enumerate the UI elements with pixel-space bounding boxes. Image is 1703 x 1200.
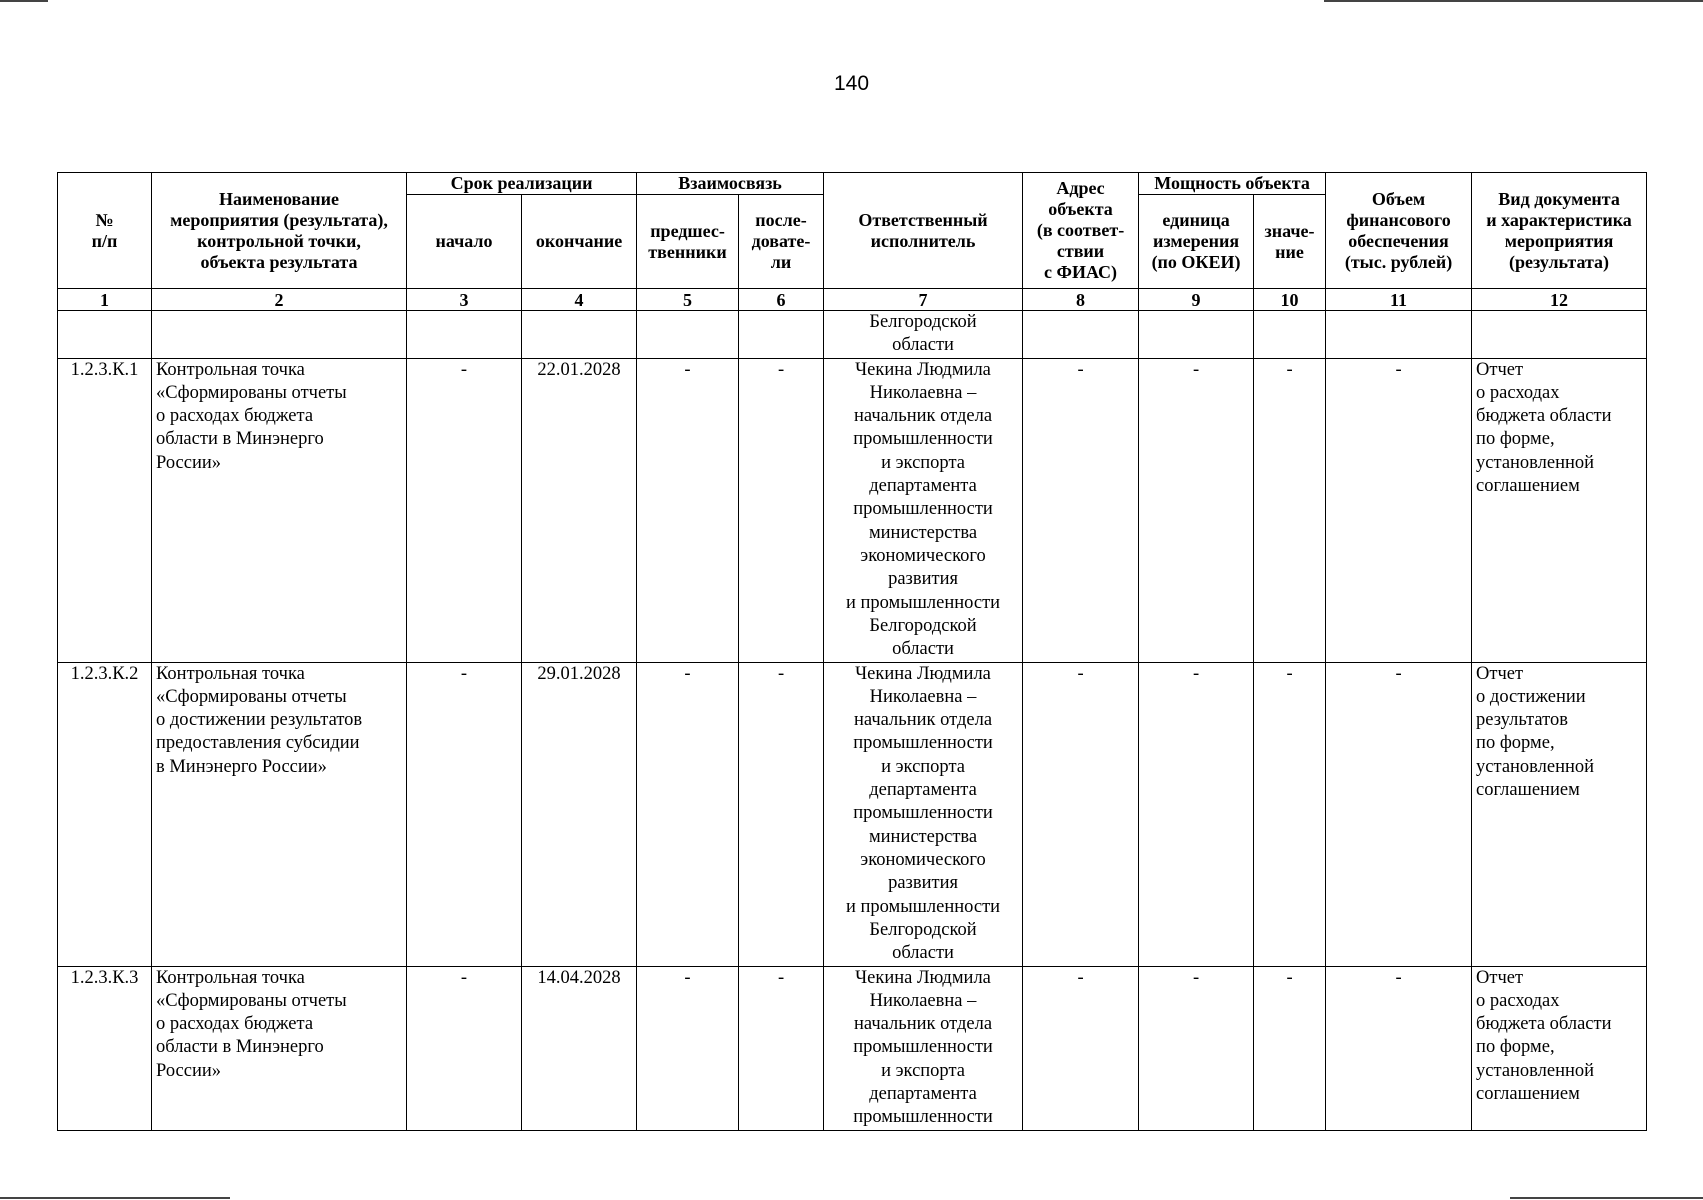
events-table bbox=[57, 172, 1647, 1131]
header-group-capacity: Мощность объекта bbox=[1139, 173, 1326, 195]
cell-document bbox=[1472, 662, 1647, 966]
scan-edge-bottom-right bbox=[1510, 1197, 1703, 1199]
cell-executor bbox=[824, 662, 1023, 966]
column-number: 10 bbox=[1254, 289, 1326, 311]
header-successors bbox=[739, 195, 824, 289]
cell-address: - bbox=[1023, 966, 1139, 1130]
text-line: обеспечения bbox=[1348, 230, 1449, 251]
text-line: единица bbox=[1162, 210, 1230, 230]
cell-successors: - bbox=[739, 662, 824, 966]
cell-id: 1.2.3.К.2 bbox=[58, 662, 152, 966]
text-line: Николаевна – bbox=[869, 990, 977, 1011]
text-line: Вид документа bbox=[1498, 188, 1620, 209]
cell-empty bbox=[58, 311, 152, 359]
text-line: департамента bbox=[869, 1084, 977, 1105]
text-line: и промышленности bbox=[845, 896, 1001, 917]
scan-edge-top-left bbox=[0, 0, 48, 2]
cell-value: - bbox=[1254, 358, 1326, 662]
text-line: по форме, bbox=[1476, 733, 1555, 754]
text-line: Контрольная точка bbox=[156, 967, 305, 988]
text-line: промышленности bbox=[853, 1107, 993, 1128]
cell-empty bbox=[1254, 311, 1326, 359]
text-line: области bbox=[892, 335, 954, 356]
text-line: финансового bbox=[1346, 209, 1451, 230]
text-line: бюджета области bbox=[1476, 1014, 1612, 1035]
page-number: 140 bbox=[833, 72, 870, 95]
text-line: Наименование bbox=[219, 188, 339, 209]
text-line: п/п bbox=[91, 230, 118, 251]
text-line: «Сформированы отчеты bbox=[156, 382, 347, 403]
cell-id: 1.2.3.К.1 bbox=[58, 358, 152, 662]
cell-executor bbox=[824, 311, 1023, 359]
header-funding bbox=[1326, 173, 1472, 289]
cell-start: - bbox=[407, 662, 522, 966]
text-line: министерства bbox=[868, 522, 978, 543]
text-line: Отчет bbox=[1476, 967, 1524, 988]
cell-unit: - bbox=[1139, 358, 1254, 662]
text-line: промышленности bbox=[853, 733, 993, 754]
text-line: начальник отдела bbox=[854, 406, 993, 427]
text-line: результатов bbox=[1476, 710, 1568, 731]
text-line: начальник отдела bbox=[854, 1014, 993, 1035]
table-row-continuation bbox=[58, 311, 1647, 359]
cell-empty bbox=[152, 311, 407, 359]
text-line: в Минэнерго России» bbox=[156, 756, 327, 777]
text-line: Отчет bbox=[1476, 663, 1524, 684]
text-line: Ответственный bbox=[858, 209, 988, 230]
column-number: 7 bbox=[824, 289, 1023, 311]
text-line: департамента bbox=[869, 780, 977, 801]
text-line: предшес- bbox=[650, 220, 725, 241]
cell-empty bbox=[407, 311, 522, 359]
text-line: Белгородской bbox=[869, 919, 977, 940]
header-end bbox=[522, 195, 637, 289]
column-number: 5 bbox=[637, 289, 739, 311]
cell-end: 22.01.2028 bbox=[522, 358, 637, 662]
text-line: Контрольная точка bbox=[156, 663, 305, 684]
cell-predecessors: - bbox=[637, 966, 739, 1130]
header-predecessors bbox=[637, 195, 739, 289]
cell-start: - bbox=[407, 966, 522, 1130]
header-address bbox=[1023, 173, 1139, 289]
text-line: по форме, bbox=[1476, 429, 1555, 450]
text-line: по форме, bbox=[1476, 1037, 1555, 1058]
column-number: 6 bbox=[739, 289, 824, 311]
text-line: «Сформированы отчеты bbox=[156, 686, 347, 707]
text-line: области bbox=[892, 639, 954, 660]
text-line: мероприятия (результата), bbox=[170, 209, 388, 230]
column-number-row bbox=[58, 289, 1647, 311]
table-row bbox=[58, 358, 1647, 662]
text-line: Чекина Людмила bbox=[855, 663, 991, 684]
cell-name bbox=[152, 358, 407, 662]
cell-end: 29.01.2028 bbox=[522, 662, 637, 966]
cell-start: - bbox=[407, 358, 522, 662]
text-line: области в Минэнерго bbox=[156, 1037, 324, 1058]
cell-empty bbox=[1139, 311, 1254, 359]
text-line: Объем bbox=[1371, 188, 1426, 209]
text-line: установленной bbox=[1476, 756, 1595, 777]
column-number: 8 bbox=[1023, 289, 1139, 311]
column-number: 1 bbox=[58, 289, 152, 311]
text-line: (по ОКЕИ) bbox=[1151, 252, 1241, 272]
text-line: экономического bbox=[860, 849, 986, 870]
text-line: с ФИАС) bbox=[1044, 262, 1118, 282]
text-line: объекта bbox=[1048, 199, 1113, 219]
text-line: департамента bbox=[869, 476, 977, 497]
text-line: развития bbox=[888, 569, 958, 590]
header-row-top bbox=[58, 173, 1647, 195]
text-line: установленной bbox=[1476, 452, 1595, 473]
text-line: России» bbox=[156, 1060, 222, 1081]
text-line: Белгородской bbox=[869, 615, 977, 636]
text-line: и экспорта bbox=[881, 756, 965, 777]
text-line: твенники bbox=[648, 241, 727, 262]
text-line: Чекина Людмила bbox=[855, 967, 991, 988]
cell-document bbox=[1472, 966, 1647, 1130]
text-line: Чекина Людмила bbox=[855, 359, 991, 380]
cell-empty bbox=[739, 311, 824, 359]
text-line: и экспорта bbox=[881, 452, 965, 473]
text-line: развития bbox=[888, 873, 958, 894]
cell-successors: - bbox=[739, 358, 824, 662]
cell-document bbox=[1472, 358, 1647, 662]
header-value bbox=[1254, 195, 1326, 289]
text-line: окончание bbox=[535, 231, 623, 251]
table-row bbox=[58, 966, 1647, 1130]
cell-unit: - bbox=[1139, 662, 1254, 966]
text-line: довате- bbox=[751, 231, 811, 251]
text-line: промышленности bbox=[853, 429, 993, 450]
text-line: «Сформированы отчеты bbox=[156, 990, 347, 1011]
text-line: (результата) bbox=[1509, 251, 1610, 272]
column-number: 9 bbox=[1139, 289, 1254, 311]
cell-end: 14.04.2028 bbox=[522, 966, 637, 1130]
text-line: экономического bbox=[860, 545, 986, 566]
text-line: и промышленности bbox=[845, 592, 1001, 613]
text-line: ли bbox=[770, 252, 792, 272]
text-line: исполнитель bbox=[870, 230, 976, 251]
cell-executor bbox=[824, 966, 1023, 1130]
header-group-relation: Взаимосвязь bbox=[637, 173, 824, 195]
cell-predecessors: - bbox=[637, 662, 739, 966]
cell-successors: - bbox=[739, 966, 824, 1130]
text-line: Белгородской bbox=[869, 312, 977, 332]
text-line: после- bbox=[755, 210, 807, 230]
text-line: о расходах бюджета bbox=[156, 1014, 314, 1035]
text-line: Адрес bbox=[1056, 178, 1105, 198]
text-line: значе- bbox=[1264, 220, 1315, 241]
text-line: ствии bbox=[1056, 241, 1105, 261]
header-group-term: Срок реализации bbox=[407, 173, 637, 195]
header-document bbox=[1472, 173, 1647, 289]
text-line: промышленности bbox=[853, 499, 993, 520]
text-line: начальник отдела bbox=[854, 710, 993, 731]
text-line: области bbox=[892, 943, 954, 964]
column-number: 4 bbox=[522, 289, 637, 311]
text-line: контрольной точки, bbox=[197, 230, 361, 251]
scan-edge-bottom-left bbox=[0, 1197, 230, 1199]
text-line: (тыс. рублей) bbox=[1344, 251, 1453, 272]
column-number: 11 bbox=[1326, 289, 1472, 311]
cell-empty bbox=[522, 311, 637, 359]
text-line: о расходах bbox=[1476, 382, 1560, 403]
column-number: 12 bbox=[1472, 289, 1647, 311]
cell-address: - bbox=[1023, 358, 1139, 662]
text-line: Отчет bbox=[1476, 359, 1524, 380]
text-line: мероприятия bbox=[1504, 230, 1614, 251]
text-line: и характеристика bbox=[1486, 209, 1632, 230]
cell-funding: - bbox=[1326, 966, 1472, 1130]
column-number: 3 bbox=[407, 289, 522, 311]
text-line: объекта результата bbox=[200, 251, 358, 272]
text-line: и экспорта bbox=[881, 1060, 965, 1081]
text-line: о расходах bbox=[1476, 990, 1560, 1011]
cell-empty bbox=[1326, 311, 1472, 359]
text-line: о достижении bbox=[1476, 686, 1586, 707]
header-start bbox=[407, 195, 522, 289]
cell-funding: - bbox=[1326, 358, 1472, 662]
text-line: о достижении результатов bbox=[156, 710, 363, 731]
column-number: 2 bbox=[152, 289, 407, 311]
header-executor bbox=[824, 173, 1023, 289]
text-line: соглашением bbox=[1476, 1084, 1580, 1105]
cell-empty bbox=[637, 311, 739, 359]
text-line: Николаевна – bbox=[869, 382, 977, 403]
text-line: ние bbox=[1275, 241, 1304, 262]
text-line: министерства bbox=[868, 826, 978, 847]
cell-name bbox=[152, 966, 407, 1130]
text-line: России» bbox=[156, 452, 222, 473]
text-line: промышленности bbox=[853, 803, 993, 824]
text-line: (в соответ- bbox=[1036, 220, 1125, 240]
text-line: предоставления субсидии bbox=[156, 733, 360, 754]
text-line: бюджета области bbox=[1476, 406, 1612, 427]
cell-value: - bbox=[1254, 662, 1326, 966]
text-line: области в Минэнерго bbox=[156, 429, 324, 450]
cell-funding: - bbox=[1326, 662, 1472, 966]
header-number bbox=[58, 173, 152, 289]
cell-empty bbox=[1472, 311, 1647, 359]
text-line: установленной bbox=[1476, 1060, 1595, 1081]
text-line: о расходах бюджета bbox=[156, 406, 314, 427]
cell-address: - bbox=[1023, 662, 1139, 966]
text-line: № bbox=[95, 209, 114, 230]
text-line: измерения bbox=[1152, 231, 1240, 251]
cell-name bbox=[152, 662, 407, 966]
cell-value: - bbox=[1254, 966, 1326, 1130]
cell-unit: - bbox=[1139, 966, 1254, 1130]
scan-edge-top-right bbox=[1324, 0, 1703, 2]
cell-id: 1.2.3.К.3 bbox=[58, 966, 152, 1130]
text-line: Николаевна – bbox=[869, 686, 977, 707]
text-line: соглашением bbox=[1476, 476, 1580, 497]
text-line: Контрольная точка bbox=[156, 359, 305, 380]
header-unit bbox=[1139, 195, 1254, 289]
table-row bbox=[58, 662, 1647, 966]
cell-empty bbox=[1023, 311, 1139, 359]
text-line: начало bbox=[435, 231, 493, 251]
cell-executor bbox=[824, 358, 1023, 662]
header-name bbox=[152, 173, 407, 289]
text-line: промышленности bbox=[853, 1037, 993, 1058]
text-line: соглашением bbox=[1476, 780, 1580, 801]
cell-predecessors: - bbox=[637, 358, 739, 662]
